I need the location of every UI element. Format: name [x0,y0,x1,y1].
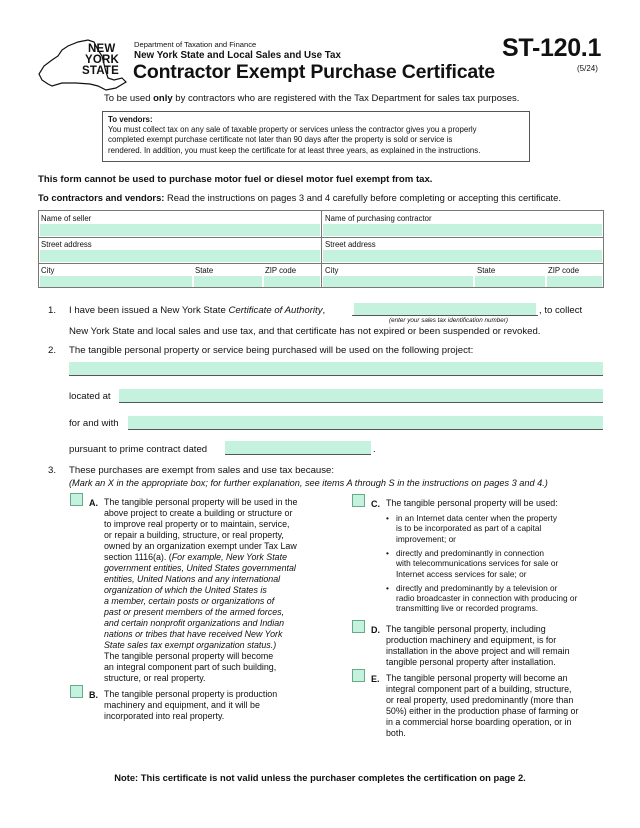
item-2-text: The tangible personal property or service being purchased will be used on the following project: [69,345,474,356]
seller-state-label: State [195,266,214,275]
seller-name-label: Name of seller [41,214,92,223]
seller-state-field[interactable] [194,276,262,287]
option-c-bullet-3: • directly and predominantly by a television or radio broadcaster in connection with producing or transmitting live or recorded programs. [384,583,577,614]
seller-name-field[interactable] [40,224,320,236]
item-2-number: 2. [48,345,57,356]
intro-text: To be used only by contractors who are registered with the Tax Department for sales tax purposes. [104,93,520,104]
prime-contract-date-field[interactable] [225,441,371,454]
form-subtitle: New York State and Local Sales and Use Tax [134,50,341,61]
located-at-label: located at [69,391,111,402]
vendors-text: You must collect tax on any sale of taxable property or services unless the contractor gives you a properly completed exempt purchase certificate not later than 90 days after the property is sold or service is rendered. In addition, you must keep the certificate for at least three years, as explained in the instructions. [108,125,481,155]
option-c-checkbox[interactable] [352,494,365,507]
contractor-city-label: City [325,266,339,275]
contractor-name-field[interactable] [323,224,602,236]
contractor-name-label: Name of purchasing contractor [325,214,432,223]
for-and-with-field[interactable] [128,416,603,429]
seller-city-label: City [41,266,55,275]
form-title: Contractor Exempt Purchase Certificate [133,61,495,83]
seller-zip-label: ZIP code [265,266,297,275]
item-3-note: (Mark an X in the appropriate box; for further explanation, see items A through S in the instructions on pages 3 and 4.) [69,478,548,488]
option-e-text: The tangible personal property will become an integral component part of a building, structure, or real property, used predominantly (more than 50%) either in the production phase of farming or in a commercial horse boarding operation, or in both. [386,673,579,738]
logo-text-new: NEW [88,43,116,55]
prime-contract-period: . [373,444,376,455]
option-a-text: The tangible personal property will be used in the above project to create a building or structure or to improve real property or to maintain, service, or repair a building, structure, or real property, owned by an organization exempt under Tax Law section 1116(a). (For example, New York State government entities, United States governmental entities, United Nations and any international organization of which the United States is a member, certain posts or organizations of past or present members of the armed forces, and certain nonprofit organizations and Indian nations or tribes that have received New York State sales tax exempt organization status.) The tangible personal property will become an integral component part of such building, structure, or real property. [104,497,298,683]
vendors-notice-box [102,111,530,162]
prime-contract-label: pursuant to prime contract dated [69,444,208,455]
seller-city-field[interactable] [40,276,192,287]
certification-note: Note: This certificate is not valid unless the purchaser completes the certification on page 2. [114,772,526,783]
prime-contract-underline [225,454,371,455]
option-d-letter: D. [371,625,380,635]
for-and-with-underline [128,429,603,430]
item-3-number: 3. [48,465,57,476]
located-at-field[interactable] [119,389,603,402]
for-and-with-label: for and with [69,418,119,429]
contractor-street-label: Street address [325,240,376,249]
nys-logo [36,36,128,94]
item-1-line-2: New York State and local sales and use tax, and that certificate has not expired or been suspended or revoked. [69,326,541,337]
option-c-bullets [384,513,577,617]
seller-street-field[interactable] [40,250,320,262]
option-a-checkbox[interactable] [70,493,83,506]
project-description-field[interactable] [69,362,603,375]
located-at-underline [119,402,603,403]
contractor-street-field[interactable] [323,250,602,262]
option-d-checkbox[interactable] [352,620,365,633]
item-1-text-end: , to collect [539,305,583,316]
option-c-bullet-2: • directly and predominantly in connection with telecommunications services for sale or Internet access services for sale; or [384,548,577,579]
vendors-heading: To vendors: [108,115,153,124]
seller-zip-field[interactable] [264,276,320,287]
item-1-text: I have been issued a New York State Certificate of Authority, [69,305,326,316]
project-underline [69,375,603,376]
contractor-zip-label: ZIP code [548,266,580,275]
option-b-text: The tangible personal property is production machinery and equipment, and it will be incorporated into real property. [104,689,278,721]
revision-date: (5/24) [577,64,598,73]
instructions-line: To contractors and vendors: Read the instructions on pages 3 and 4 carefully before completing or accepting this certificate. [38,192,561,203]
contractor-zip-field[interactable] [547,276,602,287]
option-b-letter: B. [89,690,98,700]
option-e-letter: E. [371,674,380,684]
item-3-text: These purchases are exempt from sales and use tax because: [69,465,335,476]
logo-text-york: YORK [85,54,120,66]
sales-tax-id-field[interactable] [354,303,536,315]
logo-text-state: STATE [82,65,119,77]
option-d-text: The tangible personal property, including production machinery and equipment, is for installation in the above project and will remain tangible personal property after installation. [386,624,570,667]
option-c-letter: C. [371,499,380,509]
option-a-letter: A. [89,498,98,508]
contractor-state-label: State [477,266,496,275]
option-c-bullet-1: • in an Internet data center when the property is to be incorporated as part of a capital improvement; or [384,513,577,544]
contractor-state-field[interactable] [475,276,545,287]
sales-tax-id-hint: (enter your sales tax identification number) [389,317,508,324]
option-c-text: The tangible personal property will be used: [386,498,558,508]
item-1-number: 1. [48,305,57,316]
seller-street-label: Street address [41,240,92,249]
motor-fuel-warning: This form cannot be used to purchase motor fuel or diesel motor fuel exempt from tax. [38,174,433,185]
option-e-checkbox[interactable] [352,669,365,682]
sales-tax-id-underline [352,315,538,316]
department-name: Department of Taxation and Finance [134,40,257,49]
option-b-checkbox[interactable] [70,685,83,698]
form-number: ST-120.1 [502,34,602,62]
contractor-city-field[interactable] [323,276,473,287]
party-info-grid [38,210,604,288]
